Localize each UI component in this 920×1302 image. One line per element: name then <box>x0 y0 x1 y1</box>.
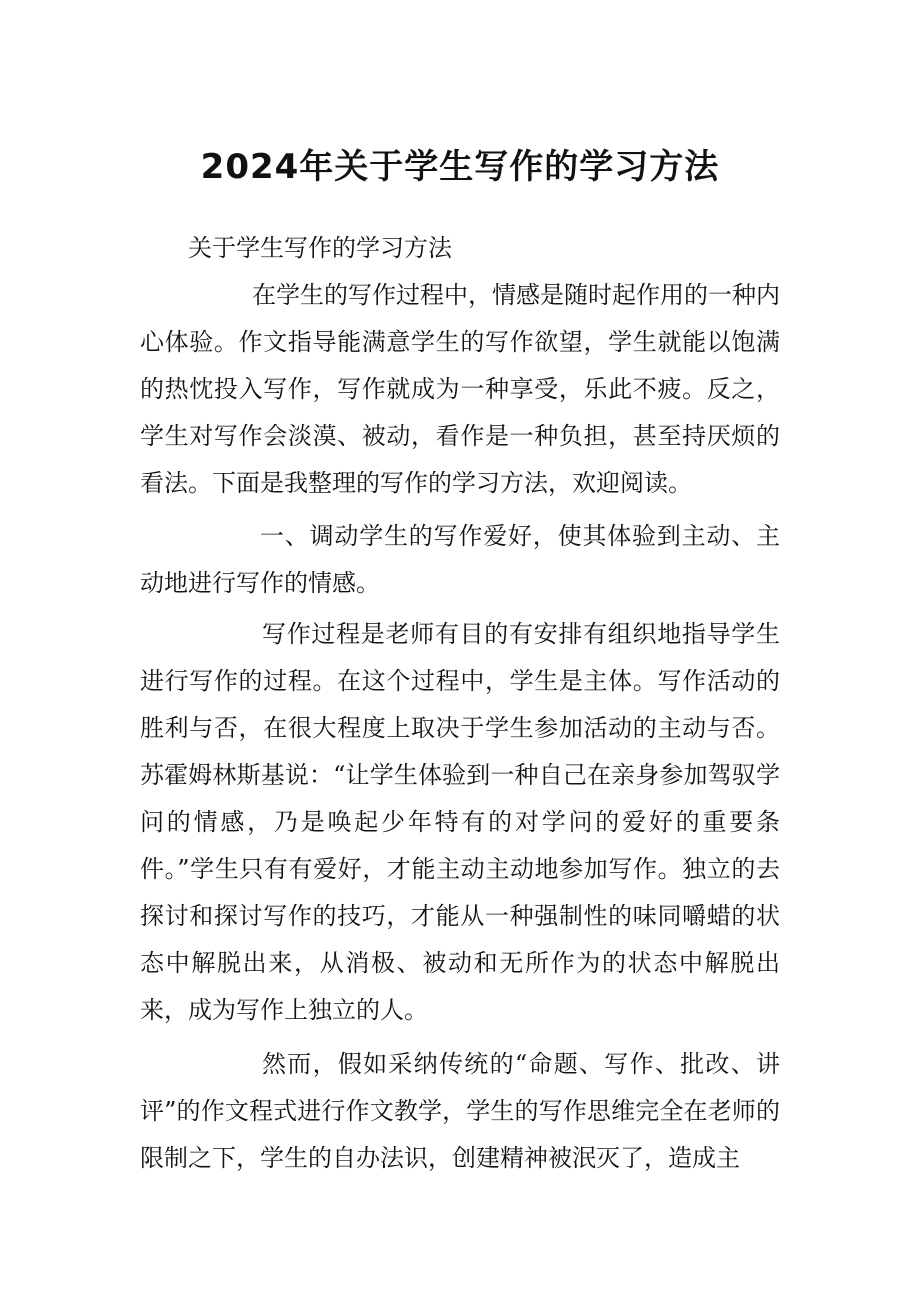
paragraph-body: 写作过程是老师有目的有安排有组织地指导学生进行写作的过程。在这个过程中，学生是主体。写作活动的胜利与否，在很大程度上取决于学生参加活动的主动与否。苏霍姆林斯基说：“让学生体验到一种自己在亲身参加驾驭学问的情感，乃是唤起少年特有的对学问的爱好的重要条件。”学生只有有爱好，才能主动主动地参加写作。独立的去探讨和探讨写作的技巧，才能从一种强制性的味同嚼蜡的状态中解脱出来，从消极、被动和无所作为的状态中解脱出来，成为写作上独立的人。 <box>140 620 780 1024</box>
paragraph-section-heading: 一、调动学生的写作爱好，使其体验到主动、主动地进行写作的情感。 <box>140 522 780 597</box>
paragraph-continued: 然而，假如采纳传统的“命题、写作、批改、讲评”的作文程式进行作文教学，学生的写作思维完全在老师的限制之下，学生的自办法识，创建精神被泯灭了，造成主 <box>140 1050 780 1172</box>
document-subtitle: 关于学生写作的学习方法 <box>188 234 452 262</box>
document-title: 2024年关于学生写作的学习方法 <box>200 147 720 187</box>
paragraph-intro: 在学生的写作过程中，情感是随时起作用的一种内心体验。作文指导能满意学生的写作欲望，学生就能以饱满的热忱投入写作，写作就成为一种享受，乐此不疲。反之，学生对写作会淡漠、被动，看作是一种负担，甚至持厌烦的看法。下面是我整理的写作的学习方法，欢迎阅读。 <box>140 281 780 497</box>
